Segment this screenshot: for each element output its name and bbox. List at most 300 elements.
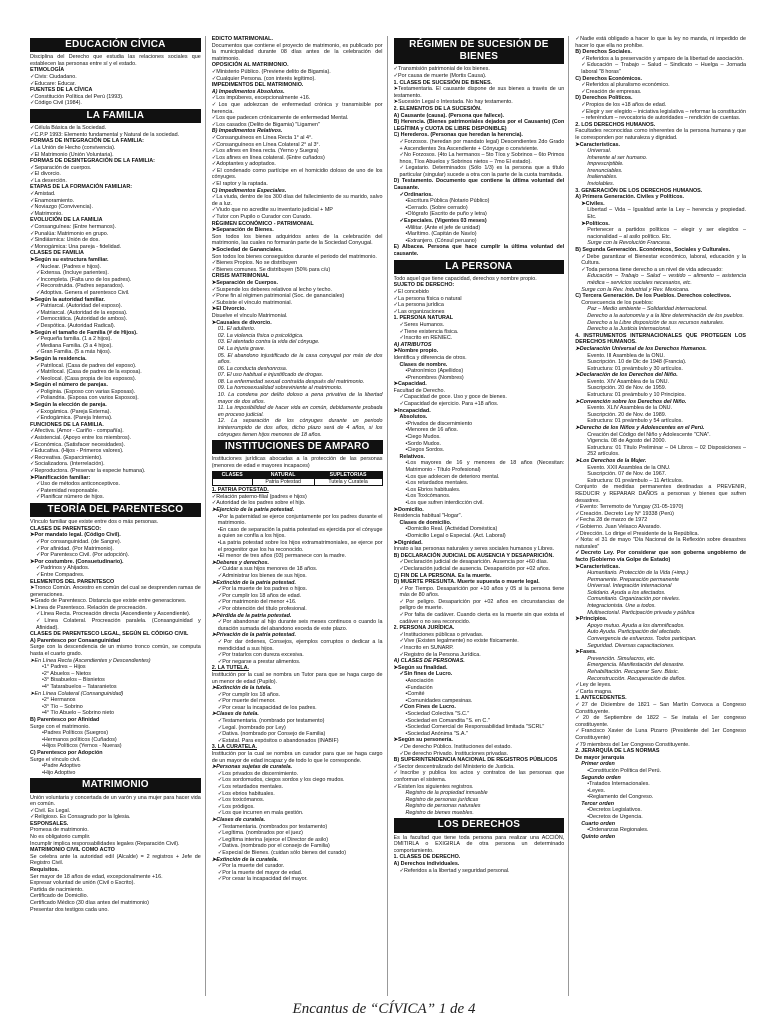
list-item: 04. La injuria grave. xyxy=(217,345,266,352)
list-item: ✓ Declaración judicial de ausencia. Desaparición por +02 años. xyxy=(394,566,565,573)
list-item: Humanitario. Protección de la Vida (+imp.) xyxy=(587,570,689,577)
subsection-title: Relativos. xyxy=(399,453,425,460)
list-item: ✓ La viuda, dentro de los 300 días del fallecimiento de su marido, salvo de a luz. xyxy=(212,194,383,207)
list-item: ✓ Civil. Es Legal. xyxy=(30,808,201,815)
list-item: ✓ 20 de Septiembre de 1822 – Se instala el 1er congreso constituyente. xyxy=(575,715,746,728)
list-item: ✓ Inscrito en SUNARP. xyxy=(394,645,565,652)
subsection-title: EVOLUCIÓN DE LA FAMILIA xyxy=(30,217,103,224)
list-item: ✓ Patrilocal. (Casa de padres del esposo). xyxy=(30,363,201,370)
list-item: ➤ Grado de Parentesco. Distancia que existe entre generaciones. xyxy=(30,598,201,605)
list-item: ✓ Declaración judicial de desaparición. Ausencia por +60 días. xyxy=(394,559,565,566)
list-item: ✓ Por la muerte de los padres o hijos. xyxy=(212,586,383,593)
list-item: D) Testamento. Documento que contiene la última voluntad del Causante. xyxy=(393,178,565,192)
list-item: Incumplir implica responsabilidades legales (Reparación Civil). xyxy=(30,840,180,847)
list-item: ✓ Religioso. Es Consagrado por la Iglesia. xyxy=(30,814,201,821)
list-item: • Fundación xyxy=(394,685,565,692)
list-item: ✓ Por cumplir los 18 años de edad. xyxy=(212,593,383,600)
list-item: ✓ Neolocal. (Casa propia de los esposos). xyxy=(30,376,201,383)
list-item: ✓ Amistad. xyxy=(30,191,201,198)
list-item: 01. El adulterio. xyxy=(217,326,256,333)
subsection-title: EDICTO MATRIMONIAL. xyxy=(211,36,273,42)
list-item: ✓ Exogámica. (Pareja Externa). xyxy=(30,409,201,416)
list-item: ✓ Con Fines de Lucro. xyxy=(394,704,565,711)
list-item: ✓ Por matrimonio del menor +16. xyxy=(212,599,383,606)
list-item: ➤ Personas sujetas de curatela. xyxy=(212,764,383,771)
list-item: Derecho a la Justicia Internacional. xyxy=(587,326,672,333)
subsection-title: ESPONSALES. xyxy=(30,820,69,827)
list-item: ✓ Asistencial. (Apoyo entre los miembros). xyxy=(30,435,201,442)
list-item: ✓ Por muerte del menor. xyxy=(212,698,383,705)
list-item: ✓ Punalúa: Matrimonio en grupo. xyxy=(30,231,201,238)
paragraph: Surge con la Rev. Industrial y Rev. Mexicana. xyxy=(581,286,690,293)
list-item: Suscripción. 20 de Nov. de 1959. xyxy=(587,385,667,392)
table-cell xyxy=(212,478,252,485)
list-item: Reconstrucción. Recuperación de daños. xyxy=(587,675,686,682)
list-item: ✓ Francisco Xavier de Luna Pizarro (Presidente del 1er Congreso Constituyente) xyxy=(575,728,746,741)
table-header: CLASES xyxy=(212,471,252,478)
list-item: ➤ Según el tamaño de Familia (# de Hijos). xyxy=(30,330,201,337)
subsection-title: B) DECLARACIÓN JUDICIAL DE AUSENCIA Y DESAPARICIÓN. xyxy=(393,552,554,559)
list-item: ✓ De derecho Público. Instituciones del estado. xyxy=(394,744,565,751)
list-item: ✓ Mediana Familia. (3 a 4 hijos). xyxy=(30,343,201,350)
list-item: ✓ Económica. (Satisfacer necesidades). xyxy=(30,442,201,449)
list-item: ✓ Tiene existencia física. xyxy=(394,329,565,336)
list-item: ✓ Línea Recta. Procreación directa (Ascendiente y Ascendiente). xyxy=(30,611,201,618)
paragraph: Documentos que contiene el proyecto de matrimonio, es publicado por la municipalidad durante 08 días antes de la celebración del matrimonio. xyxy=(211,42,383,62)
list-item: • Marítimo. (Capitán de Navío) xyxy=(394,231,565,238)
list-item: A) Causante (causa). (Persona que fallece). xyxy=(393,112,505,119)
list-item: ✓ Los afines en línea colateral. (Entre cuñados) xyxy=(212,155,383,162)
list-item: ➤ Convención sobre los Derechos del Niño. xyxy=(575,399,746,406)
list-item: • Domicilio Real. (Actividad Doméstica) xyxy=(394,526,565,533)
list-item: ✓ 79 miembros del 1er Congreso Constituyente. xyxy=(575,742,746,749)
column-3 xyxy=(394,36,570,996)
subsection-title: ELEMENTOS DEL PARENTESCO xyxy=(30,578,115,585)
list-item: 07. El uso habitual e injustificado de drogas. xyxy=(217,372,324,379)
list-item: ✓ Democrática. (Autoridad de ambos). xyxy=(30,316,201,323)
subsection-title: ETAPAS DE LA FORMACIÓN FAMILIAR: xyxy=(30,184,133,191)
list-item: ➤ Domicilio. xyxy=(394,507,565,514)
paragraph: Facultades reconocidas como inherentes de la persona humana y que le corresponden por naturaleza y dignidad. xyxy=(575,128,746,141)
paragraph: Vínculo familiar que existe entre dos o más personas. xyxy=(30,519,159,526)
list-item: De mayor jerarquía xyxy=(575,754,625,761)
list-item: ✓ Elegir y ser elegido – iniciativa legislativa – reformar la constitución – referéndum – revocatoria de autoridades – rendición de cuentas. xyxy=(575,109,746,122)
list-item: C) Herederos. (Personas que heredan la herencia). xyxy=(393,132,523,139)
etimologia-title: ETIMOLOGÍA xyxy=(30,67,65,74)
subsection-title: CLASES DE FAMILIA xyxy=(30,250,84,257)
subsection-title: FORMAS DE DESINTEGRACIÓN DE LA FAMILIA: xyxy=(30,158,155,165)
paragraph: Se celebra ante la autoridad edil (Alcalde) = 2 registros + Jefe de Registro Civil. xyxy=(30,853,201,867)
subsection-title: A) Derechos individuales. xyxy=(393,861,460,868)
list-item: • La patria potestad sobre los hijos extramatrimoniales, se ejerce por el progenitor que los ha reconocido. xyxy=(212,540,383,553)
list-item: Estructura: 01 preámbulo – 11 Artículos. xyxy=(587,477,684,484)
list-item: ➤ Tronco Común. Ancestro en común del cual se desprenden ramas de generaciones. xyxy=(30,585,201,598)
list-item: ➤ Los Derechos de la Mujer. xyxy=(575,458,746,465)
section-header-los-derechos: LOS DERECHOS xyxy=(394,818,565,832)
list-item: ✓ Nuclear. (Padres e hijos). xyxy=(30,264,201,271)
list-item: ➤ Principios. xyxy=(575,616,746,623)
list-item: ➤ Políticos. xyxy=(575,221,746,228)
subsection-title: RÉGIMEN ECONÓMICO - PATRIMONIAL xyxy=(211,220,314,227)
list-item: Imprescriptible. xyxy=(587,161,624,168)
table-header: NATURAL xyxy=(252,471,314,478)
fuentes-title: FUENTES DE LA CÍVICA xyxy=(30,87,93,94)
list-item: 03. El atentado contra la vida del cónyuge. xyxy=(217,339,320,346)
list-item: ✓ Dativa. (nombrado por el consejo de Familia) xyxy=(212,843,383,850)
list-item: • El menor de tres años (03) permanece con la madre. xyxy=(212,553,383,560)
list-item: • Ciegos Sordos. xyxy=(394,447,565,454)
list-item: Evento. XXII Asamblea de la ONU. xyxy=(587,464,671,471)
paragraph: Todo aquel que tiene capacidad, derechos y nombre propio. xyxy=(393,275,537,282)
list-item: • Los que sufren interdicción civil. xyxy=(394,500,565,507)
list-item: • Decretos de Urgencia. xyxy=(575,814,746,821)
list-item: ➤ Capacidad. xyxy=(394,381,565,388)
list-item: ✓ La persona física o natural xyxy=(394,296,565,303)
list-item: ✓ Bienes Propios. No se distribuyen xyxy=(212,260,383,267)
list-item: ✓ Seres Humanos. xyxy=(394,322,565,329)
subsection-title: B) Segunda Generación. Económicos, Sociales y Culturales. xyxy=(575,247,731,253)
list-item: ✓ Legatario. Determinados (Sólo 1/3) es la persona que a título particular (singular) sucede a otra con la parte de la cuota tramitada. xyxy=(394,165,565,178)
list-item: ✓ Endogámica. (Pareja Interna). xyxy=(30,415,201,422)
list-item: • Prenombres (Nombres) xyxy=(394,375,565,382)
section-header-parentesco: TEORÍA DEL PARENTESCO xyxy=(30,503,201,517)
list-item: ✓ Consanguíneos en Línea Recta 1° al 4°. xyxy=(212,135,383,142)
list-item: Registro de personas jurídicas xyxy=(405,796,479,803)
list-item: ✓ Los toxicómanos. xyxy=(212,797,383,804)
list-item: Primer orden xyxy=(581,761,615,768)
list-item: ✓ Uso de métodos anticonceptivos. xyxy=(30,481,201,488)
list-item: • Sociedad Anónima "S.A." xyxy=(394,731,565,738)
list-item: ➤ Extinción de la curatela. xyxy=(212,857,383,864)
list-item: • Sociedad Comercial de Responsabilidad limitada "SCRL" xyxy=(394,724,565,731)
list-item: Apoyo mutuo. Ayuda a los damnificados. xyxy=(587,622,685,629)
list-item: ✓ Matriarcal. (Autoridad de la esposa). xyxy=(30,310,201,317)
subsection-title: 2. PERSONA JURÍDICA. xyxy=(393,625,455,632)
list-item: Estructura: 01 preámbulo y 10 Principios. xyxy=(587,392,686,399)
list-item: ✓ Enamoramiento. xyxy=(30,198,201,205)
list-item: • Hijo Adoptivo xyxy=(30,770,201,777)
list-item: Promesa de matrimonio. xyxy=(30,827,89,834)
list-item: ✓ Por falta de cadáver. Cuando cierta es la muerte sin que exista el cadáver o no sea reconocido. xyxy=(394,612,565,625)
list-item: ✓ Testamentaria. (nombrado por testamento) xyxy=(212,718,383,725)
list-item: Vigencia. 08 de Agosto del 2000. xyxy=(587,438,666,445)
subsection-title: OPOSICIÓN AL MATRIMONIO. xyxy=(211,62,289,69)
subsection-title: D) MUERTE PRESUNTA. Muerte supuesta o muerte legal. xyxy=(393,579,540,586)
list-item: ✓ Fecha 28 de marzo de 1972 xyxy=(575,517,746,524)
subsection-title: 1. CLASES DE DERECHO. xyxy=(393,854,461,861)
list-item: ✓ Por la muerte del mayor de edad. xyxy=(212,870,383,877)
list-item: ✓ Constitución Política del Perú (1993). xyxy=(30,94,201,101)
list-item: ✓ Existen los siguientes registros. xyxy=(394,784,565,791)
list-item: E) Albacea. Persona que hace cumplir la última voluntad del causante. xyxy=(393,244,565,257)
list-item: • Sociedad Colectiva "S.C." xyxy=(394,711,565,718)
list-item: Evento. XLIV Asamblea de la ONU. xyxy=(587,405,673,412)
list-item: ✓ Por causa de muerte (Mortis Causa). xyxy=(394,73,565,80)
list-item: ➤ Clases de curatela. xyxy=(212,817,383,824)
list-item: Permanente. Preparación permanente xyxy=(587,576,679,583)
list-item: ✓ Los retardados mentales. xyxy=(212,784,383,791)
list-item: ✓ Socializadora. (Interrelación). xyxy=(30,461,201,468)
list-item: Registro de bienes muebles. xyxy=(405,809,474,816)
list-item: • Menores de 16 años. xyxy=(394,427,565,434)
list-item: • Padres Políticos (Suegros) xyxy=(30,730,201,737)
list-item: ✓ Línea Colateral. Procreación paralela. (Consanguinidad y Afinidad). xyxy=(30,618,201,631)
list-item: ➤ Deberes y derechos. xyxy=(212,560,383,567)
list-item: ✓ Administrar los bienes de sus hijos. xyxy=(212,573,383,580)
list-item: • Comunidades campesinas. xyxy=(394,698,565,705)
list-item: ✓ Extensa. (Incluye parientes). xyxy=(30,270,201,277)
list-item: Expresar voluntad de unión (Civil o Escrito). xyxy=(30,880,135,887)
list-item: ✓ Poliginia. (Esposo con varias Esposas). xyxy=(30,389,201,396)
subsection-title: FORMAS DE INTEGRACIÓN DE LA FAMILIA: xyxy=(30,138,144,145)
list-item: ✓ Los que incurren en mala gestión. xyxy=(212,810,383,817)
list-item: • 2° Hermanos xyxy=(30,697,201,704)
column-4 xyxy=(575,36,750,996)
list-item: Auto Ayuda. Participación del afectado. xyxy=(587,629,682,636)
subsection-title: D) Derechos Políticos. xyxy=(575,95,633,102)
list-item: Prevención. Simulacros, etc. xyxy=(587,655,656,662)
list-item: ✓ Los pródigos. xyxy=(212,804,383,811)
list-item: ✓ Cuidar a sus hijos menores de 18 años. xyxy=(212,566,383,573)
list-item: ➤ Planificación familiar: xyxy=(30,475,201,482)
list-item: ✓ Relación paterno-filial (padres e hijos) xyxy=(212,494,383,501)
table-header: SUPLETORIAS xyxy=(314,471,382,478)
list-item: ✓ Vive (Existen legalmente) no existe físicamente. xyxy=(394,638,565,645)
list-item: Estructura: 01 preámbulo y 30 artículos. xyxy=(587,365,683,372)
list-item: ✓ Reproductora. (Preservar la especie humana). xyxy=(30,468,201,475)
list-item: Pertenecer a partidos políticos – elegir y ser elegidos – nacionalidad – al asilo político. Etc. xyxy=(587,227,746,240)
list-item: Suscripción. 07 de Nov. de 1967. xyxy=(587,471,667,478)
list-item: Partida de nacimiento. xyxy=(30,886,84,893)
subsection-title: Clases de nombre. xyxy=(399,361,448,368)
list-item: ➤ Civiles. xyxy=(575,201,746,208)
list-item: ✓ Los afines en línea recta. (Yerno y Suegra) xyxy=(212,148,383,155)
list-item: • Escritura Pública (Notario Público) xyxy=(394,198,565,205)
list-item: ✓ Adoptantes y adoptados. xyxy=(212,161,383,168)
list-item: ✓ Suspende los deberes relativos al lecho y techo. xyxy=(212,287,383,294)
list-item: Presentar dos testigos cada uno. xyxy=(30,906,109,913)
list-item: ✓ Las organizaciones xyxy=(394,309,565,316)
list-item: Ser mayor de 18 años de edad, excepcionalmente +16. xyxy=(30,873,163,880)
list-item: ✓ Por consanguinidad. (de Sangre). xyxy=(30,539,201,546)
list-item: ✓ Instituciones públicas o privadas. xyxy=(394,632,565,639)
list-item: • Militar. (Ante el jefe de unidad) xyxy=(394,225,565,232)
subsection-title: C) Derechos Económicos. xyxy=(575,75,643,82)
subsection-title: A) Primera Generación. Civiles y Políticos. xyxy=(575,194,685,201)
list-item: B) Herencia. (Bienes patrimoniales dejados por el Causante) (Con LEGÍTIMA y CUOTA DE LIBRE DISPONIBLE) xyxy=(393,119,565,132)
subsection-title: 2. LOS DERECHOS HUMANOS. xyxy=(575,121,656,128)
subsection-title: FUNCIONES DE LA FAMILIA. xyxy=(30,421,104,428)
list-item: Derecho a la autonomía y a la libre determinación de los pueblos. xyxy=(587,312,744,319)
list-item: Tercer orden xyxy=(581,800,615,807)
list-item: • Domicilio Legal o Especial. (Act. Laboral) xyxy=(394,533,565,540)
subsection-title: A) Parentesco por Consanguinidad xyxy=(30,637,121,644)
list-item: ✓ Los que adolezcan de enfermedad crónica y transmisible por herencia. xyxy=(212,102,383,115)
list-item: ✓ Los impúberes, excepcionalmente +16. xyxy=(212,95,383,102)
subsection-title: Requisitos. xyxy=(30,867,60,874)
list-item: ✓ El Matrimonio (Unión Voluntaria). xyxy=(30,152,201,159)
paragraph: Surge el vínculo civil. xyxy=(30,756,81,763)
subsection-title: 2. JERARQUÍA DE LAS NORMAS xyxy=(575,748,660,755)
list-item: ✓ Legítima interina (ejerce el Director de asilo) xyxy=(212,837,383,844)
list-item: ✓ Subsiste el vínculo matrimonial. xyxy=(212,300,383,307)
list-item: 06. La conducta deshonrosa. xyxy=(217,365,288,372)
list-item: ✓ Por Parentesco Civil. (Por adopción). xyxy=(30,552,201,559)
list-item: • Hijos Políticos (Yernos - Nueras) xyxy=(30,743,201,750)
section-header-educacion-civica: EDUCACIÓN CÍVICA xyxy=(30,38,201,52)
list-item: ✓ No Forzosos. (4to La hermanos – 5to Tíos y Sobrinos – 6to Primos hnos, Tíos Abuelos y Sobrinos nietos – 7mo El estado). xyxy=(394,152,565,165)
list-item: ✓ Por cesar la incapacidad del mayor. xyxy=(212,876,383,883)
list-item: ✓ Propios de los +18 años de edad. xyxy=(575,102,746,109)
list-item: Multisectorial. Participación privada y pública xyxy=(587,609,695,616)
subsection-title: 3. GENERACIÓN DE LOS DERECHOS HUMANOS. xyxy=(575,187,703,194)
list-item: ➤ En Línea Recta (Ascendientes y Descendientes) xyxy=(30,658,201,665)
subsection-title: B) SUPERINTENDENCIA NACIONAL DE REGISTROS PÚBLICOS xyxy=(393,757,558,764)
list-item: ✓ Por cesar la incapacidad de los padres. xyxy=(212,705,383,712)
list-item: ✓ Los privados de discernimiento. xyxy=(212,771,383,778)
list-item: • Privados de discernimiento xyxy=(394,421,565,428)
list-item: No es obligatorio cumplir. xyxy=(30,834,91,841)
paragraph: Disuelve el vínculo Matrimonial. xyxy=(211,312,288,319)
list-item: ✓ Por negarse a prestar alimentos. xyxy=(212,659,383,666)
list-item: Suscripción. 20 de Nov. de 1989. xyxy=(587,411,667,418)
intro-text: Disciplina del Derecho que estudia las relaciones sociales que establecen las personas entre sí y el estado. xyxy=(30,54,201,67)
subsection-title: C) Impedimentos Especiales. xyxy=(211,187,287,194)
list-item: Paz – Medio ambiente – Solidaridad internacional. xyxy=(587,306,708,313)
list-item: • Tratados Internacionales. xyxy=(575,781,746,788)
list-item: ✓ La deserción. xyxy=(30,178,201,185)
list-item: ✓ Especial de Bienes. (cuidan sólo bienes del curado) xyxy=(212,850,383,857)
list-item: ➤ El Divorcio. xyxy=(212,306,383,313)
list-item: ✓ Dativa. (nombrado por Consejo de Familia) xyxy=(212,731,383,738)
list-item: ✓ Nadie está obligado a hacer lo que la ley no manda, ni impedido de hacer lo que ella no prohíbe. xyxy=(575,36,746,49)
list-item: ✓ Por cumplir los 18 años. xyxy=(212,692,383,699)
paragraph: Instituciones jurídicas abocadas a la protección de las personas (menores de edad e mayores incapaces) xyxy=(211,456,383,469)
list-item: ✓ Evento: Terremoto de Yungay (31-05-1970) xyxy=(575,504,746,511)
list-item: ➤ Según la residencia. xyxy=(30,356,201,363)
paragraph: Son todos los bienes adquiridos antes de la celebración del matrimonio, las cuales no formarán parte de la Sociedad Conyugal. xyxy=(211,233,383,247)
list-item: ✓ Capacidad de goce. Uso y goce de bienes. xyxy=(394,394,565,401)
list-item: ✓ Dirección. Lo dirige el Presidente de la República. xyxy=(575,531,746,538)
list-item: ✓ Sin fines de Lucro. xyxy=(394,671,565,678)
list-item: ✓ El divorcio. xyxy=(30,171,201,178)
list-item: • Extranjero. (Cónsul peruano) xyxy=(394,238,565,245)
list-item: ➤ En Línea Colateral (Consanguinidad) xyxy=(30,691,201,698)
list-item: ➤ Clases de tutela. xyxy=(212,711,383,718)
list-item: ✓ Especiales. (Vigentes 03 meses) xyxy=(394,218,565,225)
list-item: Surge con la Revolución Francesa. xyxy=(587,240,672,247)
paragraph: Es la facultad que tiene toda persona para realizar una ACCIÓN, OMITIRLA o EXIGIRLA de otra persona un determinado comportamiento. xyxy=(393,834,565,854)
list-item: ✓ Por obtención del título profesional. xyxy=(212,606,383,613)
column-1 xyxy=(30,36,206,996)
list-item: Libertad – Vida – Igualdad ante la Ley – herencia y propiedad. Etc. xyxy=(587,207,746,221)
list-item: ✓ Pequeña familia. (1 a 2 hijos). xyxy=(30,336,201,343)
list-item: Emergencia. Manifestación del desastre. xyxy=(587,662,685,669)
list-item: ➤ Privación de la patria potestad. xyxy=(212,632,383,639)
list-item: 10. La condena por delito doloso a pena privativa de la libertad mayor de dos años. xyxy=(217,392,383,405)
list-item: ✓ Creación. Decreto Ley N° 19338 (Perú) xyxy=(575,511,746,518)
list-item: • Ciego Mudos. xyxy=(394,434,565,441)
list-item: • Ológrafo (Escrito de puño y letra) xyxy=(394,211,565,218)
list-item: ➤ Declaración Universal de los Derechos Humanos. xyxy=(575,346,746,353)
list-item: ✓ Incompleta. (Falta uno de los padres). xyxy=(30,277,201,284)
subsection-title: CLASES DE PARENTESCO: xyxy=(30,525,102,532)
list-item: • Los que adolecen de deterioro mental. xyxy=(394,474,565,481)
list-item: ✓ El concebido xyxy=(394,289,565,296)
list-item: ✓ Testamentaria. (nombrados por testamento) xyxy=(212,824,383,831)
list-item: ➤ Declaración de los Derechos del Niño. xyxy=(575,372,746,379)
list-item: • 2° Abuelos – Nietos xyxy=(30,671,201,678)
list-item: ✓ Los ebrios habituales. xyxy=(212,791,383,798)
list-item: ➤ Según el número de parejas. xyxy=(30,382,201,389)
section-header-la-persona: LA PERSONA xyxy=(394,260,565,274)
list-item: ✓ Los sordomudos, ciegos sordos y los ciego mudos. xyxy=(212,777,383,784)
list-item: ✓ Por tratarlos con dureza excesiva. xyxy=(212,652,383,659)
list-item: Estructura: 01 preámbulo y 54 artículos. xyxy=(587,418,683,425)
section-header-amparo: INSTITUCIONES DE AMPARO xyxy=(212,440,383,454)
list-item: ➤ Características. xyxy=(575,564,746,571)
subsection-title: 1. CLASES DE SUCESIÓN DE BIENES. xyxy=(393,79,493,86)
paragraph: Innato a las personas naturales y seres sociales humanos y Libres. xyxy=(393,546,555,553)
list-item: ➤ Línea de Parentesco. Relación de procreación. xyxy=(30,605,201,612)
subsection-title: 1. PERSONA NATURAL xyxy=(393,315,454,322)
list-item: ✓ Ley de leyes. xyxy=(575,682,746,689)
list-item: Inalienables. xyxy=(587,174,618,181)
list-item: ✓ Legítima. (nombrados por el juez) xyxy=(212,830,383,837)
list-item: ✓ Inscrito en RENIEC. xyxy=(394,335,565,342)
list-item: 12. La separación de los cónyuges durante un periodo ininterrumpido de dos años, dicho plazo será de 4 años, si los cónyuges tienen hijos menores de 18 años. xyxy=(217,418,383,438)
subsection-title: MATRIMONIO CIVIL COMO ACTO xyxy=(30,847,115,854)
list-item: ✓ Consanguíneos en Línea Colateral 2° al 3°. xyxy=(212,142,383,149)
list-item: ➤ Según la autoridad familiar. xyxy=(30,297,201,304)
list-item: ✓ Estatal. Para expósitos o abandonados (INABIF) xyxy=(212,738,383,745)
list-item: ➤ Características. xyxy=(575,142,746,149)
paragraph: Consecuencia de los pueblos: xyxy=(581,299,654,306)
list-item: ➤ Extinción de la patria potestad. xyxy=(212,580,383,587)
subsection-title: 3. LA CURATELA. xyxy=(211,744,257,751)
paragraph: Conjunto de medidas permanentes destinadas a PREVENIR, REDUCIR y REPARAR DAÑOS a personas y bienes que sufren desastres. xyxy=(575,484,746,504)
list-item: ✓ Educativa. (Hijos - Primeros valores). xyxy=(30,448,201,455)
subsection-title: 2. LA TUTELA. xyxy=(211,665,249,672)
list-item: ➤ Separación de Cuerpos. xyxy=(212,280,383,287)
list-item: ✓ Por peligro. Desaparición por +02 años en circunstancias de peligro de muerte. xyxy=(394,599,565,612)
list-item: Solidario. Ayuda a los afectados. xyxy=(587,589,666,596)
list-item: • Los retardados mentales. xyxy=(394,480,565,487)
list-item: Irrenunciables. xyxy=(587,167,623,174)
list-item: ✓ Padrinos y Ahijados. xyxy=(30,565,201,572)
list-item: • 4° Tatarabuelos – Tataranietos xyxy=(30,684,201,691)
subsection-title: Clases de domicilio. xyxy=(399,519,452,526)
list-item: ✓ Forzosos. (heredan por mandato legal) Descendientes 2do Grado + Ascendientes 3ra Ascendiente + Cónyuge o conviviente. xyxy=(394,139,565,152)
list-item: ➤ Sociedad de Gananciales. xyxy=(212,247,383,254)
subsection-title: 1. PATRIA POTESTAD. xyxy=(211,487,269,494)
list-item: ✓ C.P.P 1993: Elemento fundamental y Natural de la sociedad. xyxy=(30,132,201,139)
list-item: ✓ Capacidad de ejercicio. Para +18 años. xyxy=(394,401,565,408)
list-item: ✓ Por abandonar al hijo durante seis meses continuos o cuando la duración sumada del abandono exceda de este plazo. xyxy=(212,619,383,632)
list-item: ✓ Viudo que no acredite su inventario judicial + MP xyxy=(212,207,383,214)
list-item: Comunitario. Organización por niveles. xyxy=(587,596,681,603)
paragraph: Institución por la cual se nombra un Tutor para que se haga cargo de un menor de edad (Pupilo). xyxy=(211,671,383,685)
list-item: • Ordenanzas Regionales. xyxy=(575,827,746,834)
list-item: 05. El abandono injustificado de la casa conyugal por más de dos años. xyxy=(217,352,383,366)
list-item: ✓ Los casados (Delito de Bigamia) "Ligamen" xyxy=(212,122,383,129)
list-item: ✓ Código Civil (1984). xyxy=(30,100,201,107)
list-item: Integracionista. Une a todos. xyxy=(587,603,656,610)
subsection-title: CRISIS MATRIMONIAL xyxy=(211,273,270,280)
list-item: • 3° Tío – Sobrino xyxy=(30,704,201,711)
list-item: Suscripción. 10 de Dic de 1948 (Francia). xyxy=(587,359,687,366)
list-item: ✓ Recreativa. (Esparcimiento). xyxy=(30,455,201,462)
